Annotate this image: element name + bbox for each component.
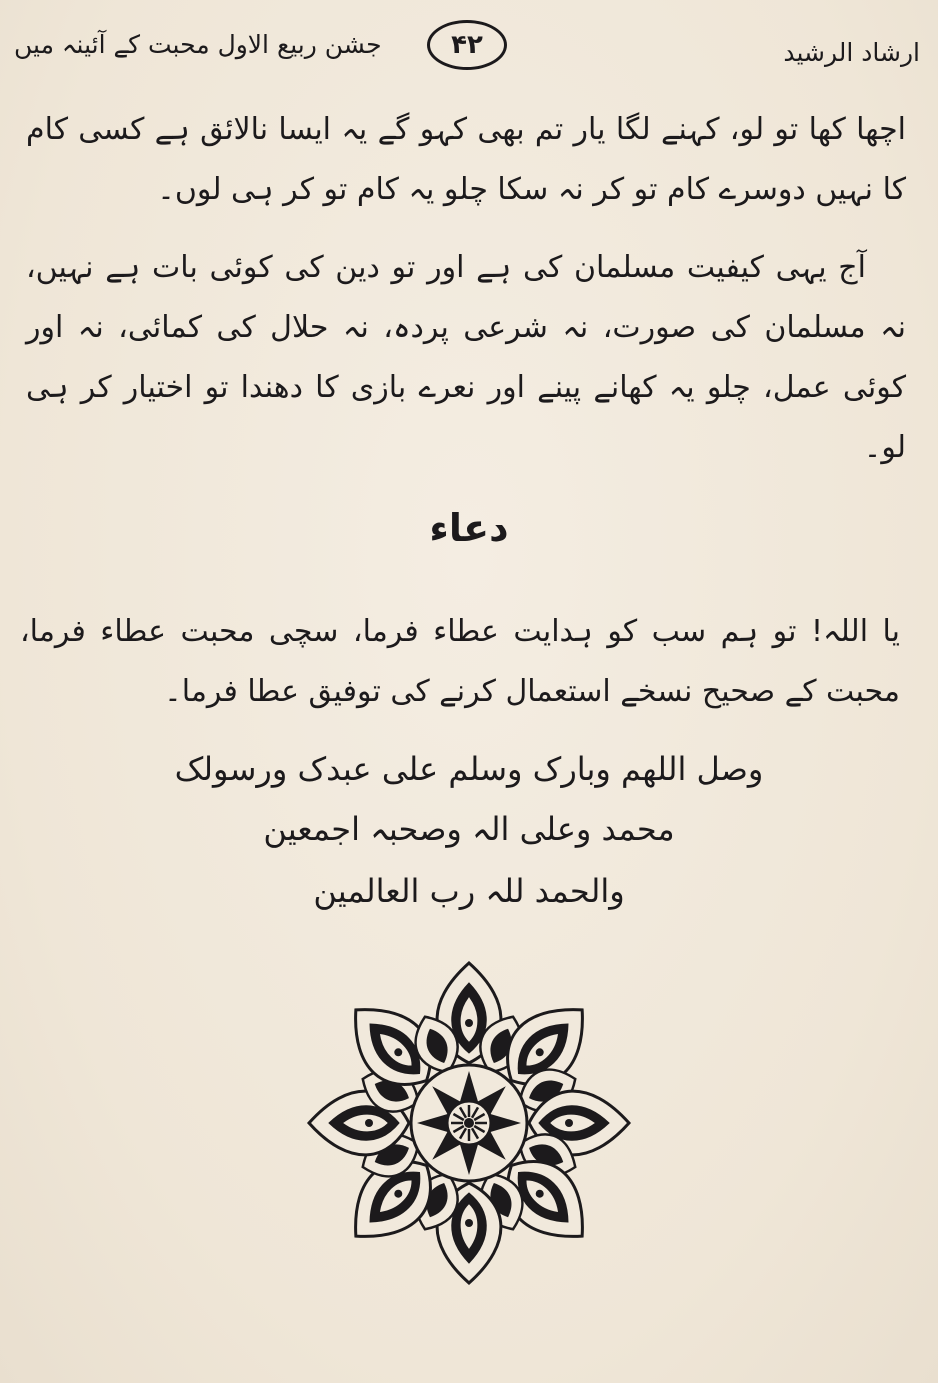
closing-line-3: والحمد للہ رب العالمین [313,872,625,910]
closing-line-2: محمد وعلی الہ وصحبہ اجمعین [263,810,675,848]
page-number-badge [427,20,507,70]
paragraph-1: اچھا کھا تو لو، کہنے لگا یار تم بھی کہو گے یہ ایسا نالائق ہے کسی کام کا نہیں دوسرے کام تو کر نہ سکا چلو یہ کام تو کر ہی لوں۔ [26,112,906,207]
paragraph-2: آج یہی کیفیت مسلمان کی ہے اور تو دین کی کوئی بات ہے نہیں، نہ مسلمان کی صورت، نہ شرعی پردہ، نہ حلال کی کمائی، نہ اور کوئی عمل، چلو یہ کھانے پینے اور نعرے بازی کا دھندا تو اختیار کر ہی لو۔ [26,250,906,465]
chapter-title: جشن ربیع الاول محبت کے آئینہ میں [14,30,382,59]
dua-paragraph: یا اللہ! تو ہم سب کو ہدایت عطاء فرما، سچی محبت عطاء فرما، محبت کے صحیح نسخے استعمال کرنے کی توفیق عطا فرما۔ [20,614,900,709]
section-heading: دعاء [429,506,509,550]
closing-line-1: وصل اللھم وبارک وسلم علی عبدک ورسولک [174,750,764,788]
book-title: ارشاد الرشید [783,38,920,67]
page-number: ۴۲ [451,30,483,60]
floral-rosette-ornament-icon [304,958,634,1288]
page-header [0,14,938,84]
